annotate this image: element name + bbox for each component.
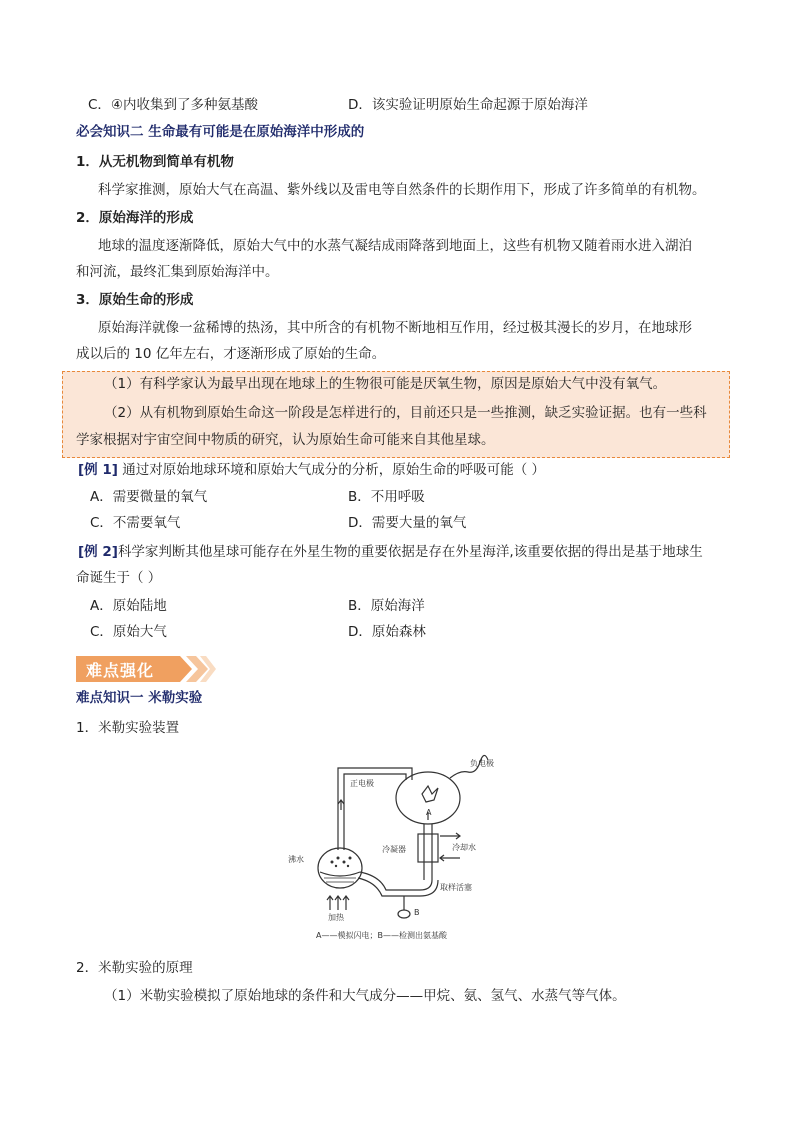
label-a: A [426,808,432,817]
apparatus-drawing [300,750,500,925]
example-2-question-line-2: 命诞生于（ ） [76,570,162,586]
option-c: C．④内收集到了多种氨基酸 [88,97,259,113]
section-heading-1: 1．从无机物到简单有机物 [76,154,234,170]
note-line-1: （1）有科学家认为最早出现在地球上的生物很可能是厌氧生物，原因是原始大气中没有氧气。 [104,376,667,392]
label-positive-electrode: 正电极 [350,779,374,788]
section-heading-3: 3．原始生命的形成 [76,292,194,308]
example-1-question [78,460,545,480]
section-title: 必会知识二 生命最有可能是在原始海洋中形成的 [76,124,365,140]
difficult-paragraph-1: （1）米勒实验模拟了原始地球的条件和大气成分——甲烷、氨、氢气、水蒸气等气体。 [104,988,626,1004]
paragraph-1: 科学家推测，原始大气在高温、紫外线以及雷电等自然条件的长期作用下，形成了许多简单的有机物。 [98,182,706,198]
label-condenser: 冷凝器 [382,845,406,854]
paragraph-2-line-2: 和河流，最终汇集到原始海洋中。 [76,264,279,280]
example-1-option-b: B．不用呼吸 [348,489,425,505]
example-2-text: 科学家判断其他星球可能存在外星生物的重要依据是存在外星海洋,该重要依据的得出是基于地球生 [117,544,703,560]
section-heading-2: 2．原始海洋的形成 [76,210,194,226]
label-boiling-water: 沸水 [288,855,304,864]
example-2-option-b: B．原始海洋 [348,598,425,614]
diagram-caption: A——模拟闪电；B——检测出氨基酸 [316,931,447,940]
option-d: D．该实验证明原始生命起源于原始海洋 [348,97,588,113]
example-2-question [78,542,703,562]
banner-label: 难点强化 [86,661,155,680]
example-1-option-c: C．不需要氧气 [90,515,181,531]
paragraph-2-line-1: 地球的温度逐渐降低，原始大气中的水蒸气凝结成雨降落到地面上，这些有机物又随着雨水进入湖泊 [98,238,692,254]
example-1-option-a: A．需要微量的氧气 [90,489,208,505]
difficult-heading-2: 2．米勒实验的原理 [76,960,193,976]
example-2-tag: [例 2] [78,544,118,560]
example-1-text: 通过对原始地球环境和原始大气成分的分析，原始生命的呼吸可能（ ） [122,462,546,478]
label-stopcock: 取样活塞 [440,883,472,892]
example-2-option-a: A．原始陆地 [90,598,167,614]
example-1-option-d: D．需要大量的氧气 [348,515,467,531]
label-b: B [414,908,420,917]
example-2-option-d: D．原始森林 [348,624,426,640]
label-negative-electrode: 负电极 [470,759,494,768]
miller-apparatus-diagram [288,750,500,945]
difficult-title: 难点知识一 米勒实验 [76,690,203,706]
difficult-heading-1: 1．米勒实验装置 [76,720,180,736]
label-heating: 加热 [328,913,344,922]
section-banner [76,656,216,682]
paragraph-3-line-1: 原始海洋就像一盆稀博的热汤，其中所含的有机物不断地相互作用，经过极其漫长的岁月，在地球形 [98,320,692,336]
label-cooling-water: 冷却水 [452,843,476,852]
note-line-3: 学家根据对宇宙空间中物质的研究，认为原始生命可能来自其他星球。 [76,432,495,448]
example-2-option-c: C．原始大气 [90,624,167,640]
note-line-2: （2）从有机物到原始生命这一阶段是怎样进行的，目前还只是一些推测，缺乏实验证据。也有一些科 [104,405,707,421]
paragraph-3-line-2: 成以后的 10 亿年左右，才逐渐形成了原始的生命。 [76,346,386,362]
example-1-tag: [例 1] [78,462,118,478]
